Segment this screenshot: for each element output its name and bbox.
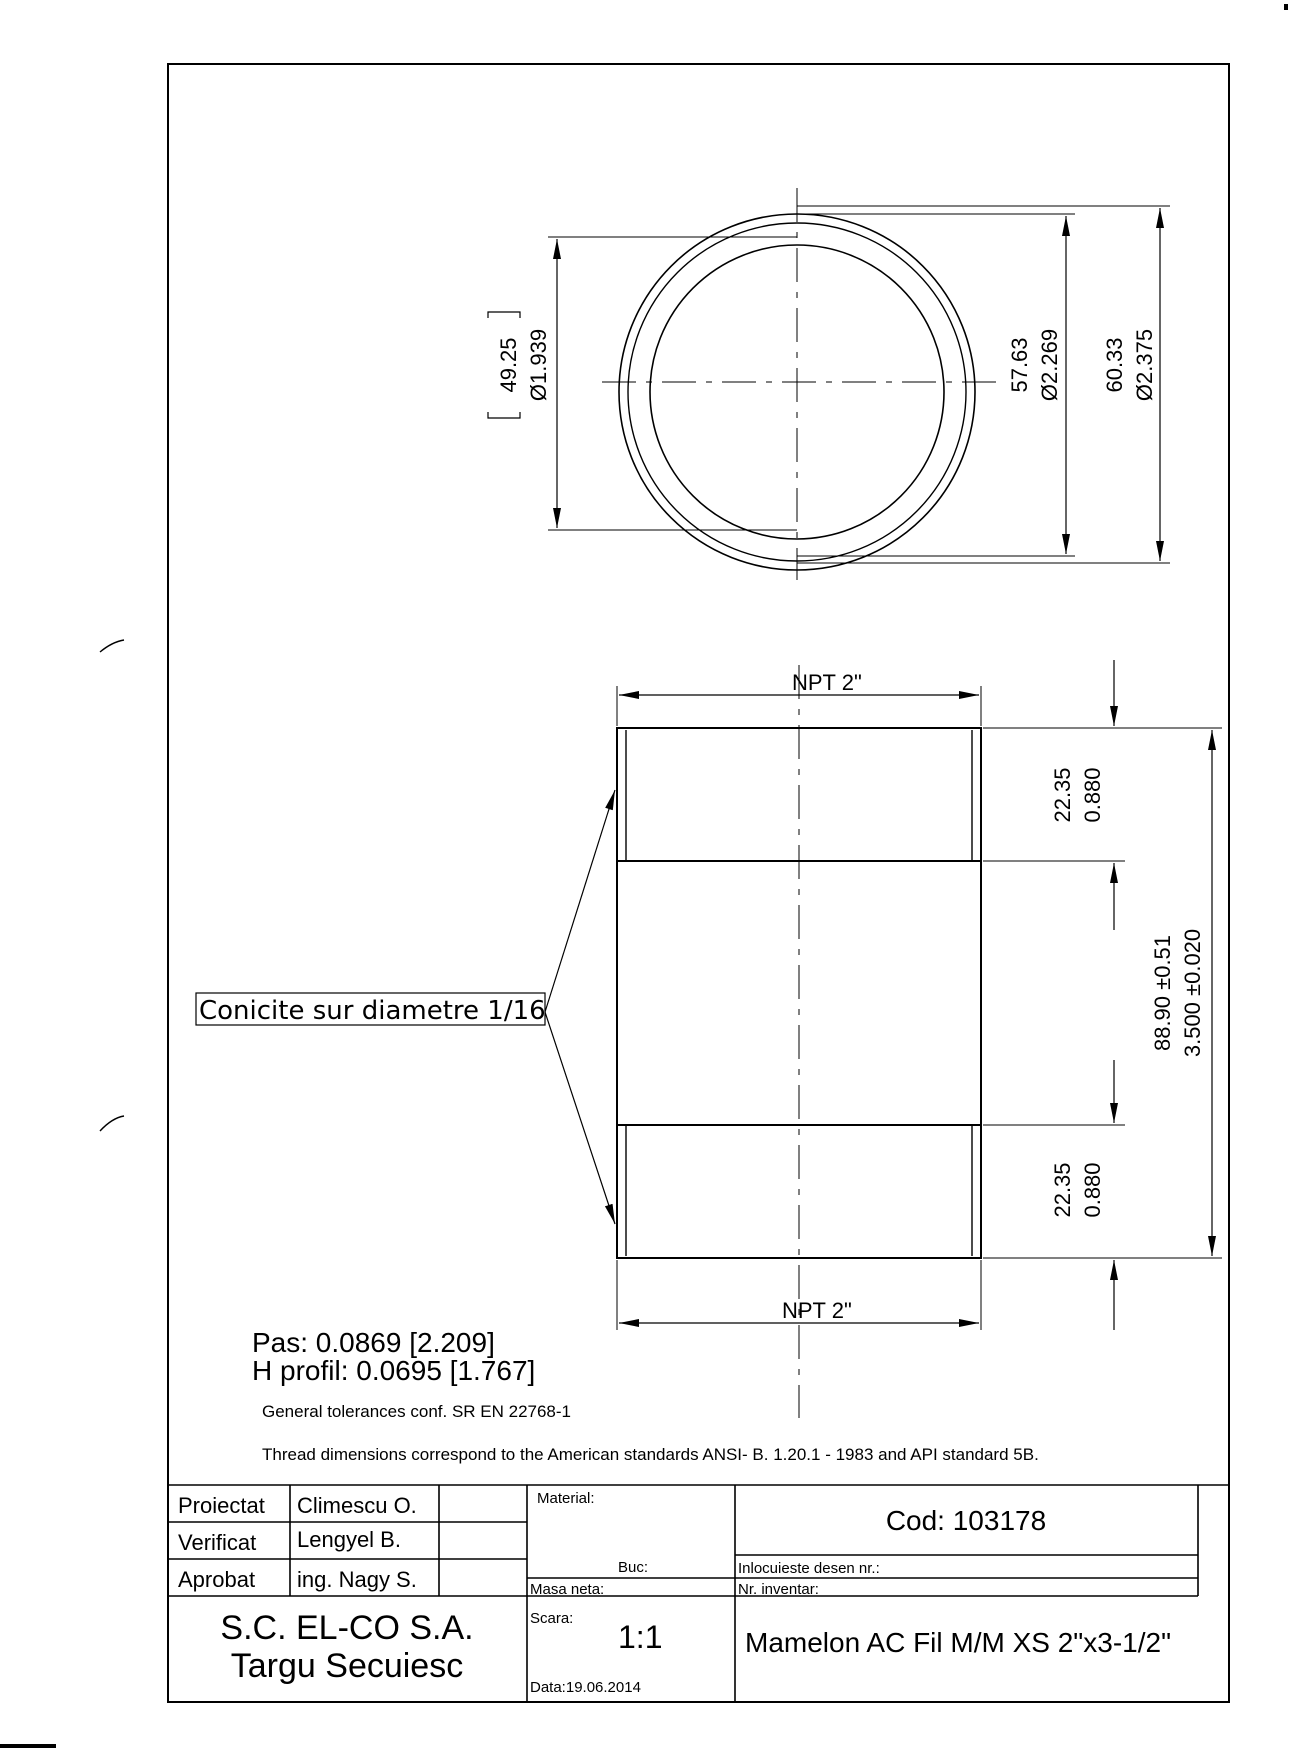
name-aprobat: ing. Nagy S. (297, 1567, 417, 1592)
overall-length-mm: 88.90 ±0.51 (1150, 934, 1175, 1052)
thread-length-top-mm: 22.35 (1050, 767, 1075, 823)
role-verificat: Verificat (178, 1530, 257, 1555)
scan-mark-1 (100, 640, 124, 652)
scan-mark-dot (1284, 4, 1288, 10)
side-view-dimension-text (199, 670, 1205, 1323)
date-label: Data:19.06.2014 (530, 1679, 641, 1696)
dim-inner-mm: 49.25 (496, 337, 521, 393)
material-label: Material: (537, 1490, 595, 1507)
scale-value: 1:1 (618, 1619, 663, 1655)
replaces-label: Inlocuieste desen nr.: (738, 1560, 880, 1577)
role-proiectat: Proiectat (178, 1493, 265, 1518)
dim-thread-in: Ø2.269 (1037, 328, 1062, 402)
dim-inner-in: Ø1.939 (526, 328, 551, 402)
company-city: Targu Secuiesc (230, 1647, 464, 1685)
tolerances-note: General tolerances conf. SR EN 22768-1 (262, 1402, 572, 1421)
top-view (488, 188, 1170, 580)
cod-label: Cod: 103178 (885, 1505, 1047, 1536)
dim-outer-mm: 60.33 (1102, 337, 1127, 393)
thread-length-bottom-in: 0.880 (1080, 1162, 1105, 1218)
title-block-text (178, 1490, 1171, 1696)
scan-mark-bar (0, 1744, 56, 1748)
dim-outer-in: Ø2.375 (1132, 328, 1157, 402)
taper-leader-bottom (545, 1012, 615, 1224)
dim-thread-mm: 57.63 (1007, 337, 1032, 393)
role-aprobat: Aprobat (178, 1567, 256, 1592)
taper-leader-top (545, 790, 615, 1012)
pitch-note: Pas: 0.0869 [2.209] (252, 1327, 495, 1358)
scale-label: Scara: (530, 1610, 574, 1627)
company-name: S.C. EL-CO S.A. (220, 1609, 474, 1647)
thread-length-top-in: 0.880 (1080, 767, 1105, 823)
name-proiectat: Climescu O. (297, 1493, 417, 1518)
scan-marks (0, 4, 1288, 1748)
profile-height-note: H profil: 0.0695 [1.767] (252, 1355, 536, 1386)
taper-note: Conicite sur diametre 1/16 (199, 996, 546, 1026)
thread-length-bottom-mm: 22.35 (1050, 1162, 1075, 1218)
overall-length-in: 3.500 ±0.020 (1180, 928, 1205, 1058)
masa-label: Masa neta: (530, 1581, 605, 1598)
buc-label: Buc: (618, 1559, 649, 1576)
inventory-label: Nr. inventar: (738, 1581, 819, 1598)
part-title: Mamelon AC Fil M/M XS 2"x3-1/2" (745, 1627, 1172, 1658)
npt-bottom-label: NPT 2" (782, 1298, 852, 1323)
notes (252, 1327, 1039, 1464)
standards-note: Thread dimensions correspond to the American standards ANSI- B. 1.20.1 - 1983 and API standard 5B. (262, 1445, 1039, 1464)
scan-mark-2 (100, 1116, 124, 1131)
name-verificat: Lengyel B. (297, 1527, 401, 1552)
npt-top-label: NPT 2" (792, 670, 862, 695)
top-view-dimension-text (496, 329, 1157, 401)
